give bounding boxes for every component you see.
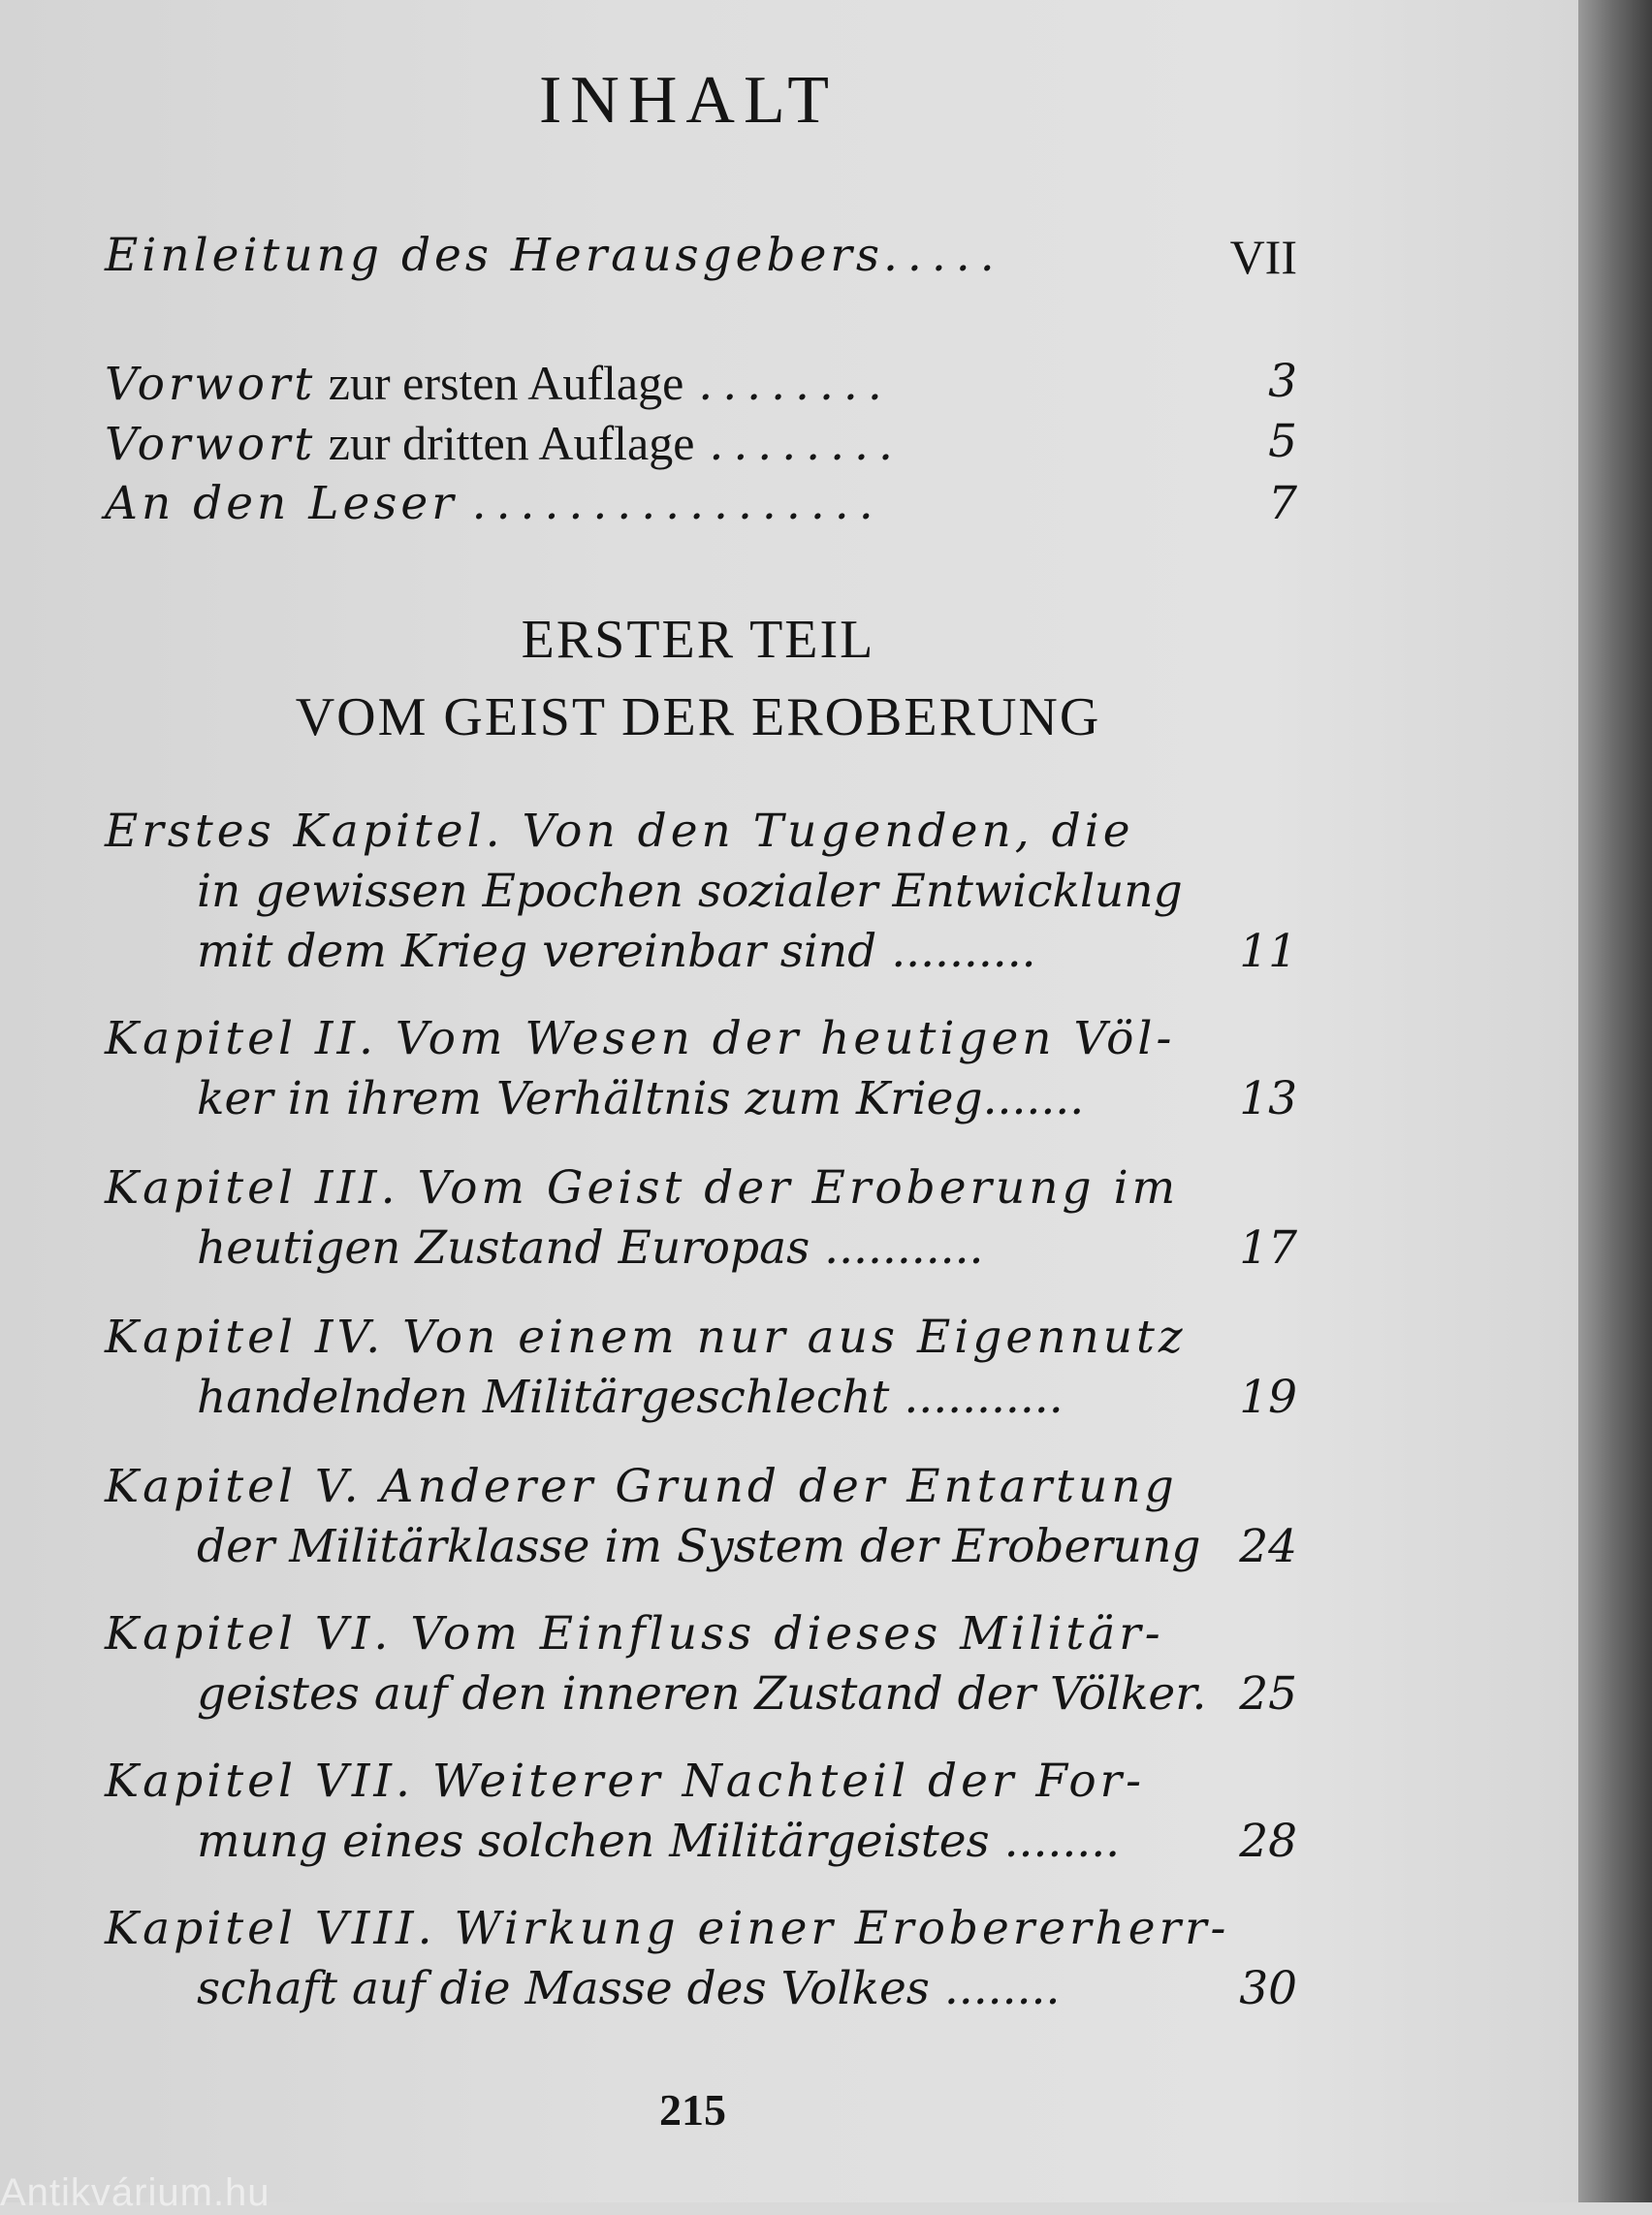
page-number-folio: 215 xyxy=(659,2085,726,2135)
toc-page-number: 30 xyxy=(1239,1962,1297,2015)
toc-page-number: 19 xyxy=(1239,1371,1297,1424)
toc-line: mit dem Krieg vereinbar sind .......... xyxy=(197,925,1036,978)
part-subheading: VOM GEIST DER EROBERUNG xyxy=(295,687,1101,747)
toc-chapter-1 xyxy=(105,805,1297,998)
toc-entry-text: Vorwort zur ersten Auflage ........ xyxy=(105,356,892,411)
toc-line: heutigen Zustand Europas ........... xyxy=(197,1221,984,1275)
toc-page-number: 7 xyxy=(1268,477,1297,530)
toc-entry-an-den-leser xyxy=(105,477,1297,535)
toc-line: Kapitel II. Vom Wesen der heutigen Völ- xyxy=(105,1012,1176,1065)
toc-entry-text: Vorwort zur dritten Auflage ........ xyxy=(105,416,903,471)
toc-chapter-7 xyxy=(105,1755,1297,1890)
toc-page-number: 24 xyxy=(1239,1520,1297,1573)
toc-line: Kapitel VIII. Wirkung einer Erobererherr- xyxy=(105,1902,1230,1955)
toc-page-number: 11 xyxy=(1239,925,1297,978)
toc-page-number: 25 xyxy=(1239,1667,1297,1721)
toc-line: Kapitel VI. Vom Einfluss dieses Militär- xyxy=(105,1607,1164,1661)
book-spine-shadow xyxy=(1578,0,1652,2202)
toc-line: Kapitel IV. Von einem nur aus Eigennutz xyxy=(105,1311,1187,1364)
toc-entry-vorwort-3 xyxy=(105,415,1297,473)
toc-page-number: 13 xyxy=(1239,1072,1297,1125)
page-title: INHALT xyxy=(539,63,839,138)
watermark: Antikvárium.hu xyxy=(0,2171,270,2214)
toc-page-number: VII xyxy=(1229,230,1297,284)
toc-line: ker in ihrem Verhältnis zum Krieg....... xyxy=(197,1072,1085,1125)
toc-chapter-4 xyxy=(105,1311,1297,1446)
toc-chapter-3 xyxy=(105,1161,1297,1297)
toc-line: Kapitel V. Anderer Grund der Entartung xyxy=(105,1460,1178,1513)
part-heading: ERSTER TEIL xyxy=(521,610,875,670)
toc-page-number: 5 xyxy=(1268,415,1297,468)
toc-page-number: 17 xyxy=(1239,1221,1297,1275)
toc-line: handelnden Militärgeschlecht ........... xyxy=(197,1371,1064,1424)
toc-entry-vorwort-1 xyxy=(105,355,1297,413)
toc-line: schaft auf die Masse des Volkes ........ xyxy=(197,1962,1061,2015)
toc-entry-text: Einleitung des Herausgebers..... xyxy=(105,229,1004,282)
toc-page-number: 3 xyxy=(1268,355,1297,408)
toc-line: der Militärklasse im System der Eroberung xyxy=(197,1520,1201,1573)
toc-chapter-2 xyxy=(105,1012,1297,1148)
toc-line: Kapitel III. Vom Geist der Eroberung im xyxy=(105,1161,1180,1215)
toc-page-number: 28 xyxy=(1239,1815,1297,1868)
toc-line: mung eines solchen Militärgeistes ........ xyxy=(197,1815,1121,1868)
toc-line: Kapitel VII. Weiterer Nachteil der For- xyxy=(105,1755,1146,1808)
toc-line: in gewissen Epochen sozialer Entwicklung xyxy=(197,865,1183,918)
toc-chapter-8 xyxy=(105,1902,1297,2038)
toc-line: Erstes Kapitel. Von den Tugenden, die xyxy=(105,805,1134,858)
toc-entry-einleitung xyxy=(105,229,1297,297)
toc-entry-text: An den Leser ................. xyxy=(105,477,883,530)
toc-chapter-5 xyxy=(105,1460,1297,1596)
toc-line: geistes auf den inneren Zustand der Völker. xyxy=(197,1667,1207,1721)
toc-chapter-6 xyxy=(105,1607,1297,1743)
